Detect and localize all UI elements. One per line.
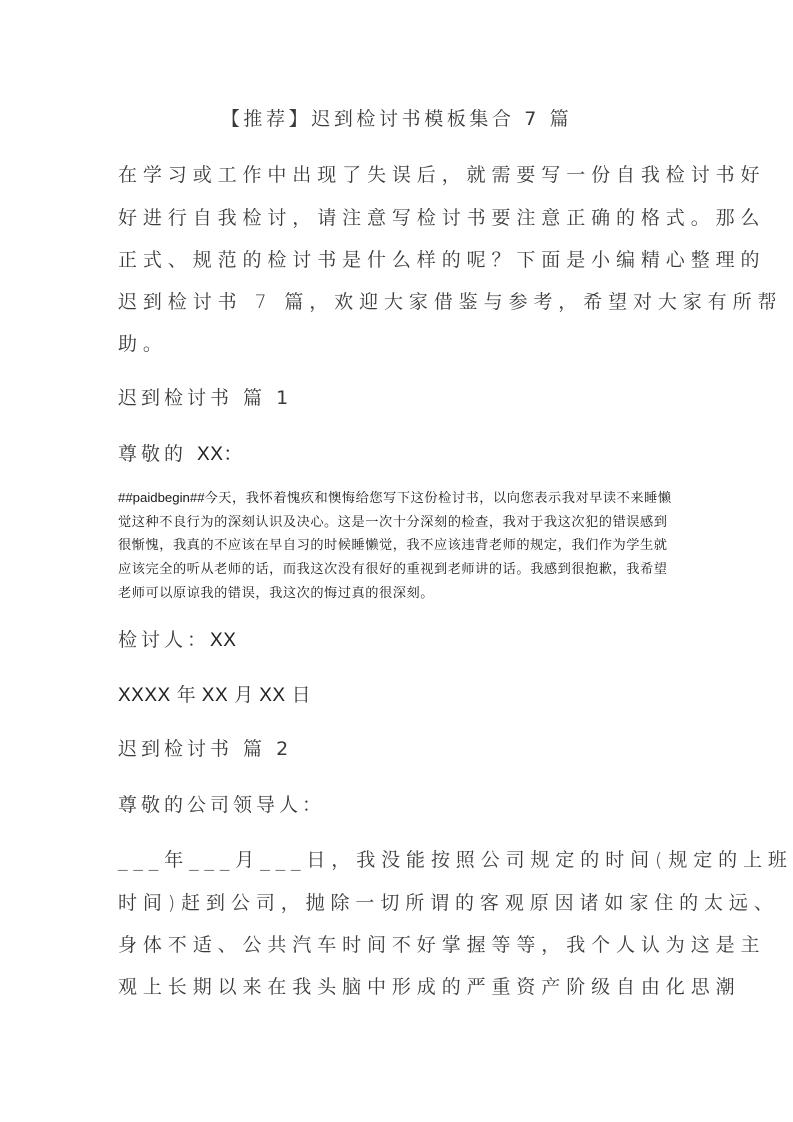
body-line-1 [118, 487, 672, 506]
section-heading-2: 迟到检讨书 篇 2 [118, 738, 293, 760]
intro-line: 迟到检讨书 7 篇，欢迎大家借鉴与参考，希望对大家有所帮 [118, 291, 783, 313]
section2-line: 观上长期以来在我头脑中形成的严重资产阶级自由化思潮 [118, 976, 741, 998]
date-day-label: 日 [285, 684, 311, 706]
section2-line: 时间)赶到公司，抛除一切所谓的客观原因诸如家住的太远、 [118, 892, 779, 914]
date-month-label: 月 [228, 684, 260, 706]
salutation-2: 尊敬的公司领导人： [118, 794, 326, 816]
signer-name: XX [210, 630, 237, 651]
signer [118, 625, 236, 652]
salutation-1 [118, 439, 243, 466]
body-text: 今天，我怀着愧疚和懊悔给您写下这份检讨书，以向您表示我对早读不来睡懒 [204, 491, 672, 506]
section2-line: 身体不适、公共汽车时间不好掌握等等，我个人认为这是主 [118, 934, 766, 956]
body-line: 应该完全的听从老师的话，而我这次没有很好的重视到老师讲的话。我感到很抱歉，我希望 [118, 562, 668, 577]
date-year-label: 年 [170, 684, 202, 706]
intro-line: 助。 [118, 333, 168, 355]
date-day: XX [259, 685, 286, 706]
intro-line: 正式、规范的检讨书是什么样的呢？下面是小编精心整理的 [118, 249, 766, 271]
intro-line: 好进行自我检讨，请注意写检讨书要注意正确的格式。那么 [118, 207, 766, 229]
body-line: 觉这种不良行为的深刻认识及决心。这是一次十分深刻的检查，我对于我这次犯的错误感到 [118, 515, 668, 530]
body-line: 很惭愧，我真的不应该在早自习的时候睡懒觉，我不应该违背老师的规定，我们作为学生就 [118, 538, 668, 553]
section2-line: ___年___月___日，我没能按照公司规定的时间(规定的上班 [118, 849, 793, 871]
date-month: XX [201, 685, 229, 706]
section-heading-1: 迟到检讨书 篇 1 [118, 387, 293, 409]
date-year: XXXX [118, 685, 171, 706]
signature-date [118, 680, 311, 707]
paid-marker: ##paidbegin## [118, 490, 205, 505]
signer-label: 检讨人： [118, 629, 211, 651]
body-line: 老师可以原谅我的错误，我这次的悔过真的很深刻。 [118, 586, 434, 601]
document-title: 【推荐】迟到检讨书模板集合 7 篇 [220, 108, 573, 130]
intro-line: 在学习或工作中出现了失误后，就需要写一份自我检讨书好 [118, 164, 766, 186]
salutation-name: XX： [197, 444, 243, 465]
salutation-prefix: 尊敬的 [118, 443, 198, 465]
